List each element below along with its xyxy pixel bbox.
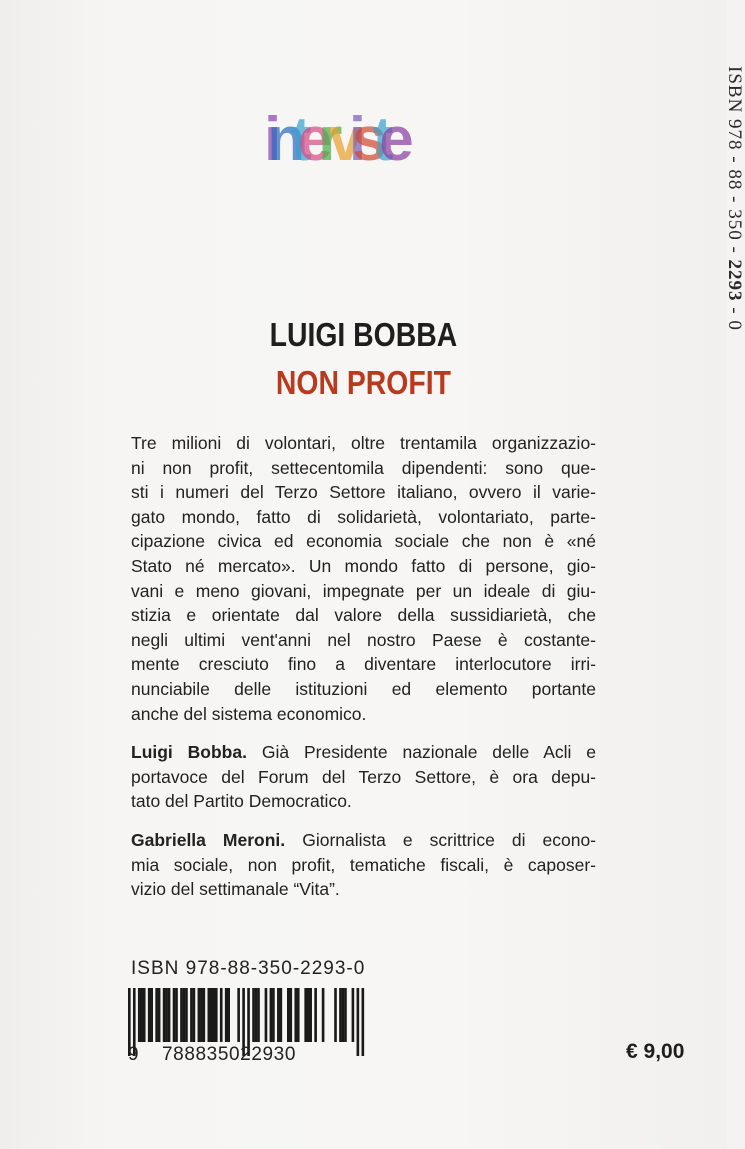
- barcode-bar: [168, 988, 171, 1042]
- barcode-bar: [287, 988, 290, 1042]
- barcode-bar: [155, 988, 158, 1042]
- blurb-line: Tre milioni di volontari, oltre trentamila organizzazio-: [131, 433, 596, 453]
- barcode-bar: [148, 988, 151, 1042]
- barcode-bar: [180, 988, 183, 1042]
- barcode-bar: [173, 988, 176, 1042]
- bio-line: tato del Partito Democratico.: [131, 791, 352, 812]
- blurb-paragraph: [131, 431, 596, 726]
- bio-gabriella-meroni: [131, 828, 596, 902]
- barcode-first-digit: 9: [128, 1044, 139, 1065]
- vertical-isbn-bold: 2293: [724, 259, 745, 302]
- blurb-line: cipazione civica ed economia sociale che non è «né: [131, 531, 596, 552]
- barcode-bar: [203, 988, 206, 1042]
- barcode-bar: [334, 988, 337, 1042]
- barcode-bar: [339, 988, 342, 1042]
- barcode-bar: [143, 988, 146, 1042]
- barcode-bar: [207, 988, 210, 1042]
- blurb-line: anche del sistema economico.: [131, 703, 367, 724]
- barcode-bar: [342, 988, 345, 1042]
- series-logo: [262, 100, 462, 172]
- svg-text:interviste: interviste: [264, 105, 400, 174]
- barcode-bar: [344, 988, 347, 1042]
- barcode-bar: [163, 988, 166, 1042]
- blurb-line: ni non profit, settecentomila dipendenti: sono que-: [131, 457, 596, 478]
- barcode-bar: [210, 988, 213, 1042]
- blurb-line: Stato né mercato». Un mondo fatto di persone, gio-: [131, 555, 596, 576]
- barcode-bar: [289, 988, 292, 1042]
- isbn-label: ISBN 978-88-350-2293-0: [131, 958, 366, 979]
- author-name: LUIGI BOBBA: [269, 316, 458, 353]
- blurb: [131, 431, 596, 916]
- barcode-bar: [309, 988, 312, 1042]
- barcode-bar: [237, 988, 240, 1042]
- barcode-bar: [270, 988, 273, 1042]
- barcode-bar: [304, 988, 307, 1042]
- blurb-line: gato mondo, fatto di solidarietà, volontariato, parte-: [131, 506, 596, 527]
- barcode-bar: [362, 988, 365, 1056]
- bio-name: Luigi Bobba.: [131, 742, 247, 763]
- series-logo-graphic: [262, 100, 462, 172]
- barcode-bar: [185, 988, 188, 1042]
- book-title: NON PROFIT: [275, 364, 451, 401]
- bio-line: [131, 740, 596, 765]
- barcode-bar: [280, 988, 283, 1042]
- blurb-line: nunciabile delle istituzioni ed elemento portante: [131, 678, 596, 699]
- barcode-bar: [190, 988, 193, 1042]
- barcode-bar: [277, 988, 280, 1042]
- barcode-bar: [322, 988, 325, 1042]
- barcode-bar: [225, 988, 228, 1042]
- bio-line: portavoce del Forum del Terzo Settore, è ora depu-: [131, 766, 596, 787]
- vertical-isbn-suffix: - 0: [724, 301, 745, 331]
- barcode-bar: [352, 988, 355, 1042]
- barcode-bar: [257, 988, 260, 1042]
- blurb-line: negli ultimi vent'anni nel nostro Paese è costante-: [131, 629, 596, 650]
- barcode-bar: [297, 988, 300, 1042]
- barcode-bar: [252, 988, 255, 1042]
- bio-name: Gabriella Meroni.: [131, 829, 286, 850]
- blurb-line: sti i numeri del Terzo Settore italiano, ovvero il varie-: [131, 482, 596, 503]
- barcode-bar: [215, 988, 218, 1042]
- barcode-bar: [175, 988, 178, 1042]
- vertical-isbn-prefix: ISBN 978 - 88 - 350 -: [724, 66, 745, 260]
- barcode-bar: [220, 988, 223, 1042]
- barcode-bar: [198, 988, 201, 1042]
- barcode-bar: [158, 988, 161, 1042]
- bio-line: vizio del settimanale “Vita”.: [131, 879, 340, 900]
- barcode-bar: [294, 988, 297, 1042]
- bio-text: Già Presidente nazionale delle Acli e: [246, 742, 596, 763]
- bio-luigi-bobba: [131, 740, 596, 814]
- barcode-bar: [227, 988, 230, 1042]
- bio-line: [131, 828, 596, 853]
- barcode-bar: [200, 988, 203, 1042]
- barcode-number: 788835022930: [162, 1044, 297, 1065]
- price: € 9,00: [626, 1040, 685, 1063]
- barcode-bar: [255, 988, 258, 1042]
- bio-text: Giornalista e scrittrice di econo-: [285, 829, 597, 850]
- barcode-bar: [272, 988, 275, 1042]
- barcode-bar: [150, 988, 153, 1042]
- barcode-bar: [165, 988, 168, 1042]
- barcode-bar: [193, 988, 196, 1042]
- barcode-bar: [138, 988, 141, 1042]
- blurb-line: stizia e orientate dal valore della sussidiarietà, che: [131, 605, 596, 626]
- bio-line: mia sociale, non profit, tematiche fiscali, è caposer-: [131, 854, 596, 875]
- barcode-bar: [307, 988, 310, 1042]
- barcode-bar: [357, 988, 360, 1056]
- barcode-bar: [140, 988, 143, 1042]
- barcode-bar: [314, 988, 317, 1042]
- blurb-line: vani e meno giovani, impegnate per un ideale di giu-: [131, 580, 596, 601]
- vertical-isbn: [719, 66, 745, 331]
- barcode-bar: [212, 988, 215, 1042]
- blurb-line: mente cresciuto fino a diventare interlocutore irri-: [131, 654, 596, 675]
- barcode-bar: [265, 988, 268, 1042]
- barcode-bar: [183, 988, 186, 1042]
